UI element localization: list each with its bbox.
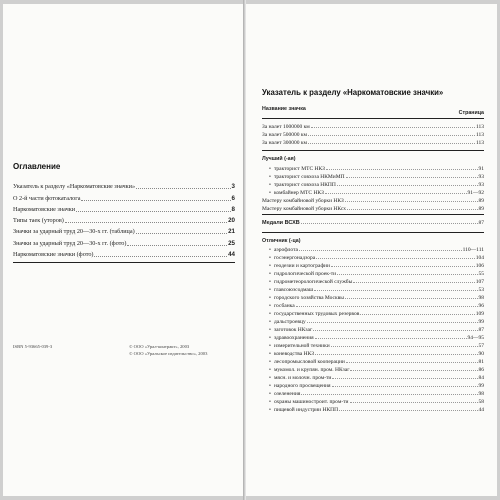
index-entry[interactable]: • аэрофлота 110—111 (269, 247, 484, 253)
index-entry[interactable]: • мясн. и молочн. пром-ти 84 (269, 375, 484, 381)
index-entry[interactable]: • городского хозяйства Москвы 98 (269, 295, 484, 301)
toc-entry-text: Указатель к разделу «Наркоматовские значки» (13, 183, 136, 191)
toc-entry[interactable] (13, 214, 235, 225)
index-entry[interactable]: • дальстроевцу 99 (269, 319, 484, 325)
index-entry[interactable]: • тракторист совхоза НКПП 93 (269, 182, 484, 188)
index-entry[interactable]: • измерительной техники 57 (269, 343, 484, 349)
toc-entry-text: Значки за ударный труд 20—30-х гг. (фото) (13, 239, 127, 247)
index-entry[interactable]: • заготовок НКзаг 87 (269, 327, 484, 333)
toc-entry-page: 21 (228, 228, 235, 236)
index-entry[interactable]: Мастеру комбайновой уборки НКЗ 89 (262, 198, 484, 204)
group-rule (262, 214, 484, 215)
index-entry[interactable]: • гидрологической проек-ти 55 (269, 271, 484, 277)
index-entry[interactable]: • комбайнер МТС НКЗ 91—92 (269, 190, 484, 196)
group-vshv (262, 218, 484, 226)
column-header-name: Название значка (262, 106, 306, 112)
index-entry[interactable]: Мастеру комбайновой уборки НКсх 89 (262, 206, 484, 212)
toc-entry-text: О 2-й части фотокаталога (13, 194, 81, 202)
toc-bottom-rule (13, 262, 235, 263)
left-page (3, 4, 243, 496)
column-header-page: Страница (458, 110, 484, 116)
index-entry[interactable]: • мукомол. и крупян. пром. НКзаг 86 (269, 367, 484, 373)
group-naliot (262, 122, 484, 146)
index-title: Указатель к разделу «Наркоматовские значки» (262, 88, 444, 97)
toc-entry-page: 3 (231, 183, 235, 191)
group-luchshiy (262, 164, 484, 212)
copyright-line: © ООО «Уральское издательство», 2003 (129, 351, 208, 356)
toc-entry[interactable] (13, 248, 235, 259)
index-entry[interactable]: • озеленения 98 (269, 391, 484, 397)
index-entry[interactable]: • лесопромысловой кооперации 81 (269, 359, 484, 365)
toc-entry-page: 25 (228, 239, 235, 247)
toc-entry-page: 20 (228, 217, 235, 225)
toc-entry-text: Типы таек (уторов) (13, 217, 64, 225)
group-rule (262, 232, 484, 233)
group-otlichnik (262, 245, 484, 413)
right-page (246, 4, 497, 496)
group-rule (262, 150, 484, 151)
toc-entry[interactable] (13, 180, 235, 191)
toc-list (13, 180, 235, 259)
index-entry[interactable]: • госбанка 96 (269, 303, 484, 309)
toc-entry-text: Наркоматовские значки (13, 205, 76, 213)
index-entry[interactable]: • здравоохранения 94—95 (269, 335, 484, 341)
index-entry[interactable]: • тракторист совхоза НКМиМП 93 (269, 174, 484, 180)
toc-entry-page: 6 (231, 194, 235, 202)
toc-entry[interactable] (13, 236, 235, 247)
index-entry[interactable]: Медали ВСХВ 87 (262, 220, 484, 226)
index-entry[interactable]: • пищевой индустрии НКПП 44 (269, 407, 484, 413)
header-rule (262, 118, 484, 119)
index-entry[interactable]: За налет 500000 км 113 (262, 132, 484, 138)
index-entry[interactable]: • коневодства НКЗ 90 (269, 351, 484, 357)
group-heading: Лучший (-ая) (262, 156, 296, 162)
group-heading: Отличник (-ца) (262, 238, 301, 244)
index-entry[interactable]: • государственных трудовых резервов 109 (269, 311, 484, 317)
toc-entry[interactable] (13, 203, 235, 214)
index-entry[interactable]: • госэнергонадзора 104 (269, 255, 484, 261)
index-entry[interactable]: • охраны машиностроит. пром-ти 58 (269, 399, 484, 405)
toc-entry[interactable] (13, 225, 235, 236)
toc-title: Оглавление (13, 162, 61, 171)
index-entry[interactable]: За налет 1000000 км 113 (262, 124, 484, 130)
index-entry[interactable]: • геодезии и картографии 106 (269, 263, 484, 269)
index-entry[interactable]: • тракторист МТС НКЗ 91 (269, 166, 484, 172)
toc-entry-text: Наркоматовские значки (фото) (13, 251, 94, 259)
isbn: ISBN 5-93665-039-3 (13, 344, 53, 349)
copyright-line: © ООО «Урал-контракт», 2003 (129, 344, 190, 349)
toc-entry[interactable] (13, 191, 235, 202)
index-entry[interactable]: • главсоюзсодмаш 53 (269, 287, 484, 293)
index-entry[interactable]: • гидрометеорологической службы 107 (269, 279, 484, 285)
toc-entry-page: 8 (231, 205, 235, 213)
index-entry[interactable]: За налет 300000 км 113 (262, 140, 484, 146)
toc-entry-page: 44 (228, 251, 235, 259)
toc-entry-text: Значки за ударный труд 20—30-х гг. (таблица) (13, 228, 135, 236)
index-entry[interactable]: • народного просвещения 99 (269, 383, 484, 389)
